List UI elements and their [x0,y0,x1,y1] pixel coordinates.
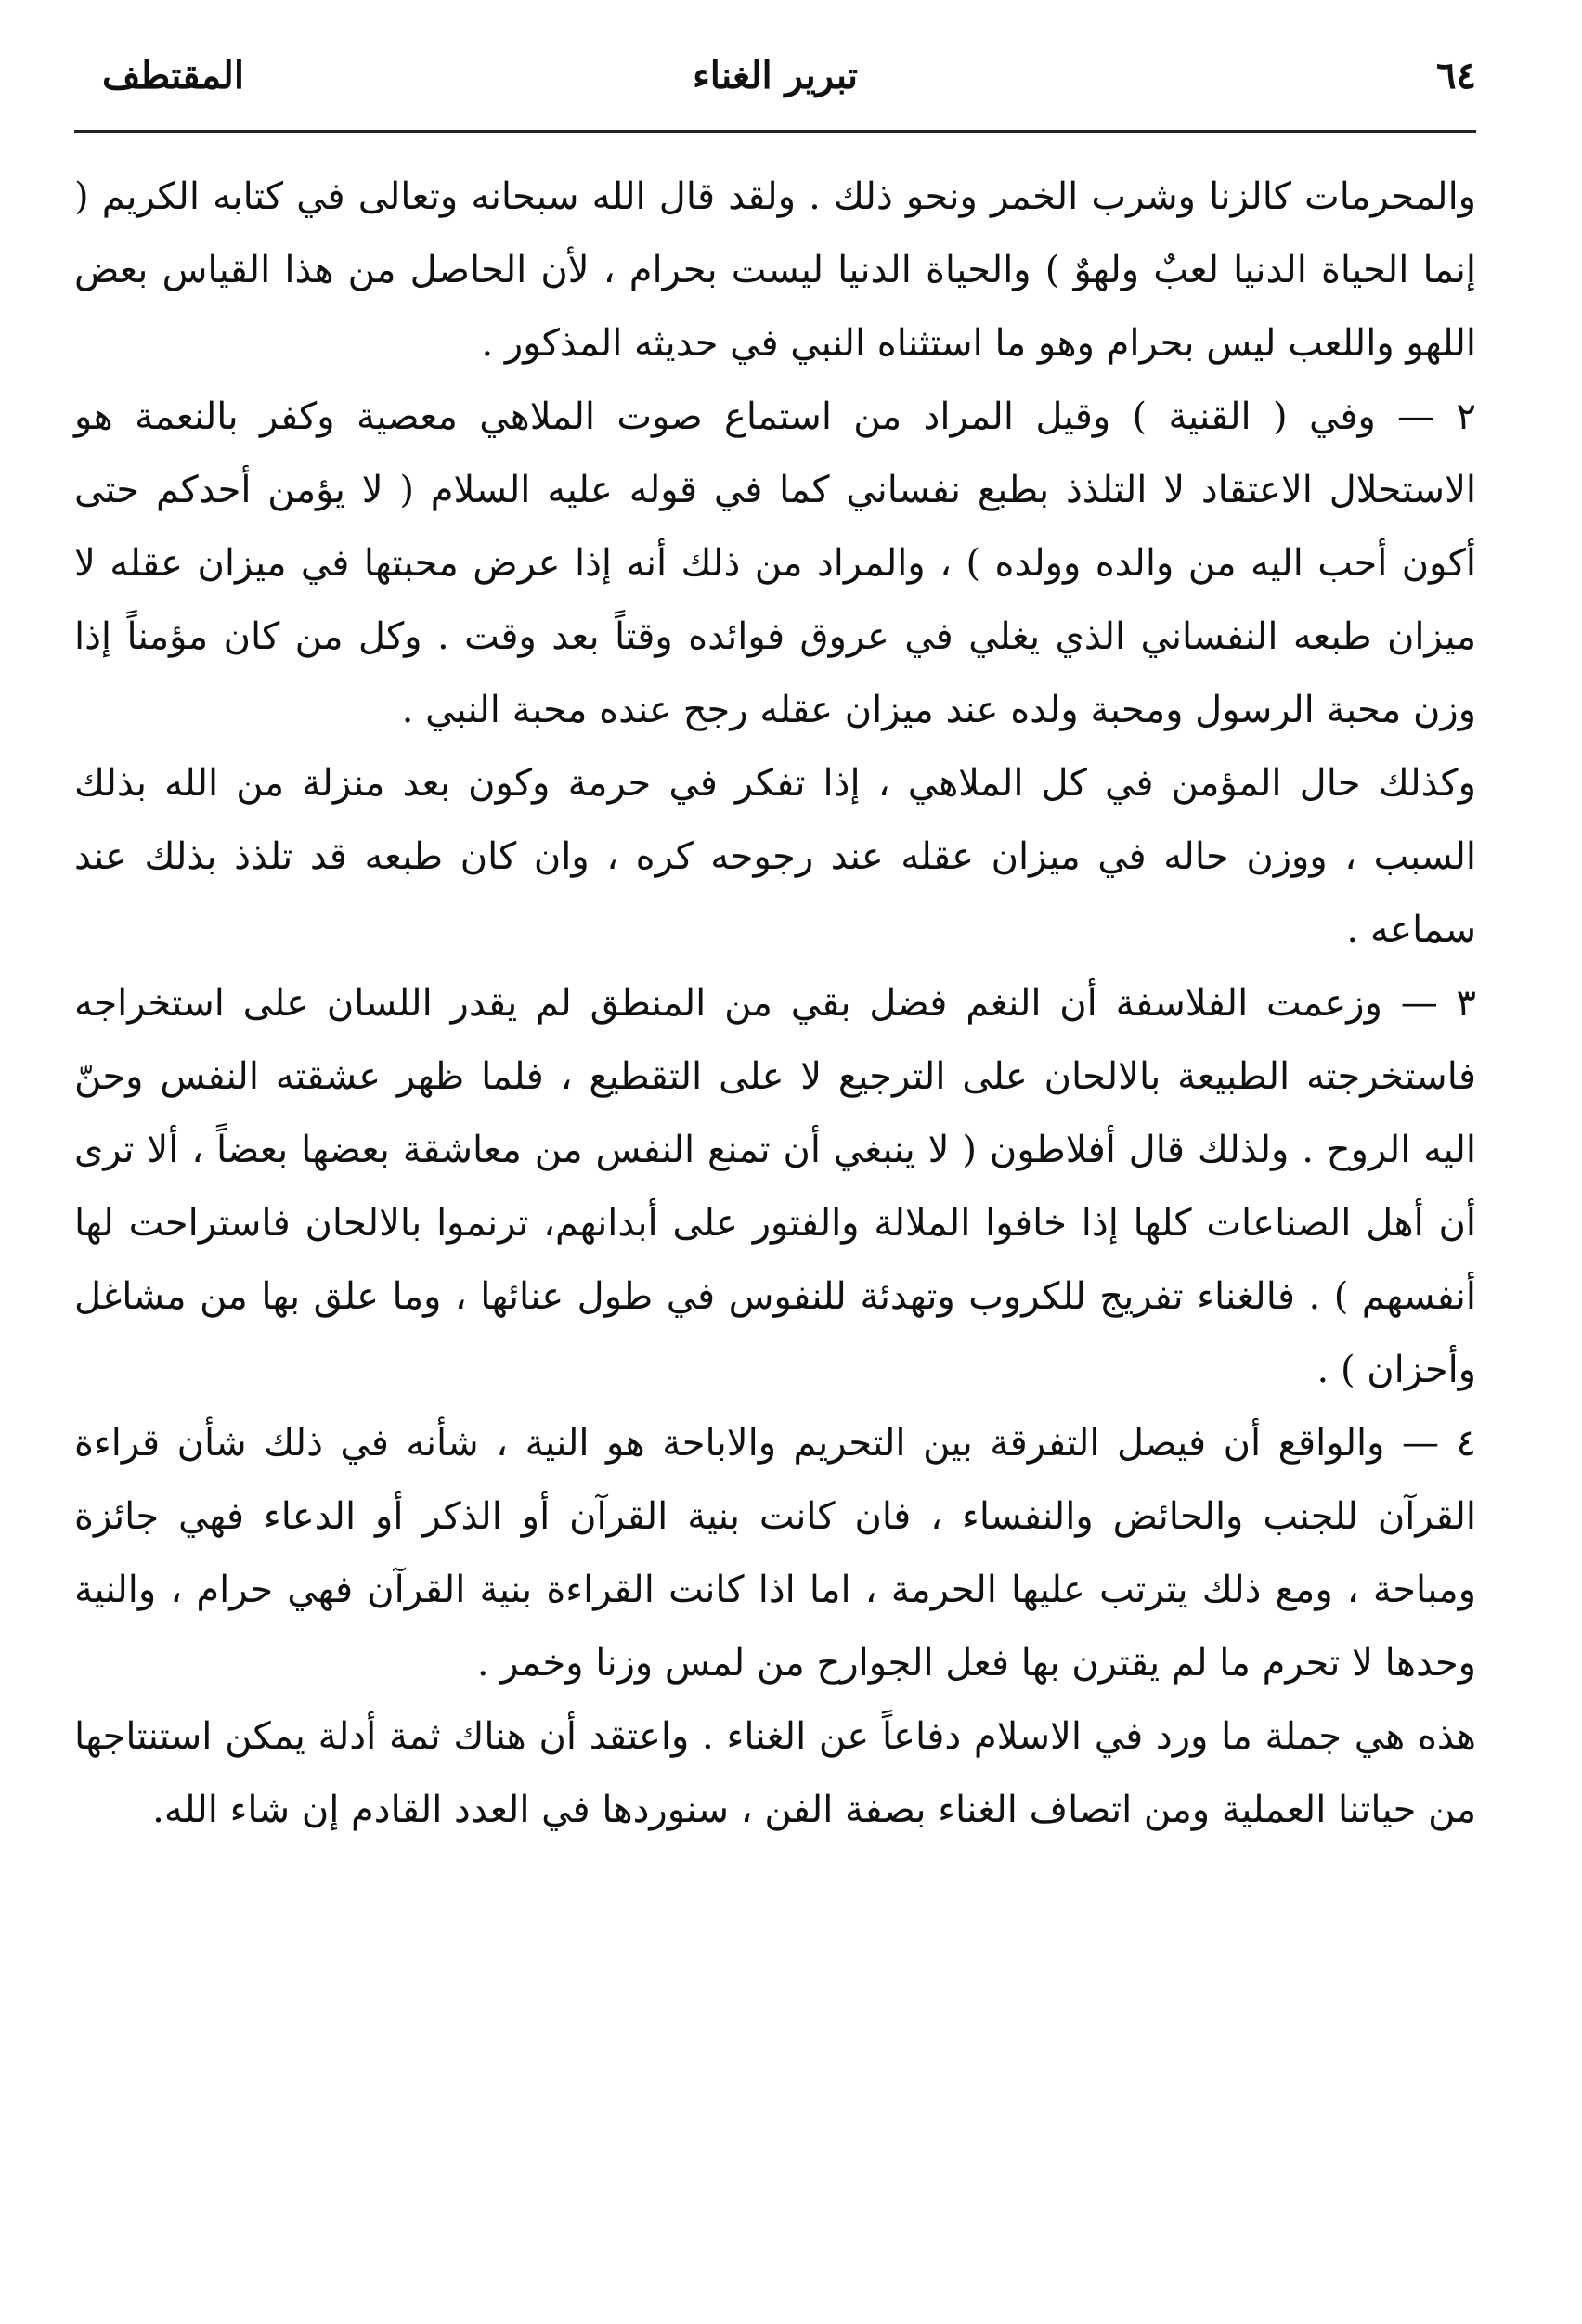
paragraph-point-3: ٣ — وزعمت الفلاسفة أن النغم فضل بقي من المنطق لم يقدر اللسان على استخراجه فاستخرجته الطبيعة بالالحان على الترجيع لا على التقطيع ، فلما ظهر عشقته النفس وحنّ اليه الروح . ولذلك قال أفلاطون ( لا ينبغي أن تمنع النفس من معاشقة بعضها بعضاً ، ألا ترى أن أهل الصناعات كلها إذا خافوا الملالة والفتور على أبدانهم، ترنموا بالالحان فاستراحت لها أنفسهم ) . فالغناء تفريج للكروب وتهدئة للنفوس في طول عنائها ، وما علق بها من مشاغل وأحزان ) . [74,982,1477,1391]
page [74,46,1476,2283]
page-number: ٦٤ [1436,54,1476,97]
paragraph-point-4: ٤ — والواقع أن فيصل التفرقة بين التحريم والاباحة هو النية ، شأنه في ذلك شأن قراءة القرآن للجنب والحائض والنفساء ، فان كانت بنية القرآن أو الذكر أو الدعاء فهي جائزة ومباحة ، ومع ذلك يترتب عليها الحرمة ، اما اذا كانت القراءة بنية القرآن فهي حرام ، والنية وحدها لا تحرم ما لم يقترن بها فعل الجوارح من لمس وزنا وخمر . [74,1422,1476,1685]
article-title: تبرير الغناء [692,54,859,97]
running-head [74,46,1476,111]
paragraph-believer: وكذلك حال المؤمن في كل الملاهي ، إذا تفكر في حرمة وكون بعد منزلة من الله بذلك السبب ، ووزن حاله في ميزان عقله عند رجوحه كره ، وان كان طبعه قد تلذذ بذلك عند سماعه . [74,762,1476,951]
article-body [74,161,1476,1847]
paragraph-intro: والمحرمات كالزنا وشرب الخمر ونحو ذلك . ولقد قال الله سبحانه وتعالى في كتابه الكريم ( إنما الحياة الدنيا لعبٌ ولهوٌ ) والحياة الدنيا ليست بحرام ، لأن الحاصل من هذا القياس بعض اللهو واللعب ليس بحرام وهو ما استثناه النبي في حديثه المذكور . [74,175,1476,365]
paragraph-conclusion: هذه هي جملة ما ورد في الاسلام دفاعاً عن الغناء . واعتقد أن هناك ثمة أدلة يمكن استنتاجها من حياتنا العملية ومن اتصاف الغناء بصفة الفن ، سنوردها في العدد القادم إن شاء الله. [74,1715,1476,1831]
magazine-name: المقتطف [102,54,244,97]
header-rule [74,130,1476,133]
paragraph-point-2: ٢ — وفي ( القنية ) وقيل المراد من استماع صوت الملاهي معصية وكفر بالنعمة هو الاستحلال الاعتقاد لا التلذذ بطبع نفساني كما في قوله عليه السلام ( لا يؤمن أحدكم حتى أكون أحب اليه من والده وولده ) ، والمراد من ذلك أنه إذا عرض محبتها في ميزان عقله لا ميزان طبعه النفساني الذي يغلي في عروق فوائده وقتاً بعد وقت . وكل من كان مؤمناً إذا وزن محبة الرسول ومحبة ولده عند ميزان عقله رجح عنده محبة النبي . [74,395,1476,731]
